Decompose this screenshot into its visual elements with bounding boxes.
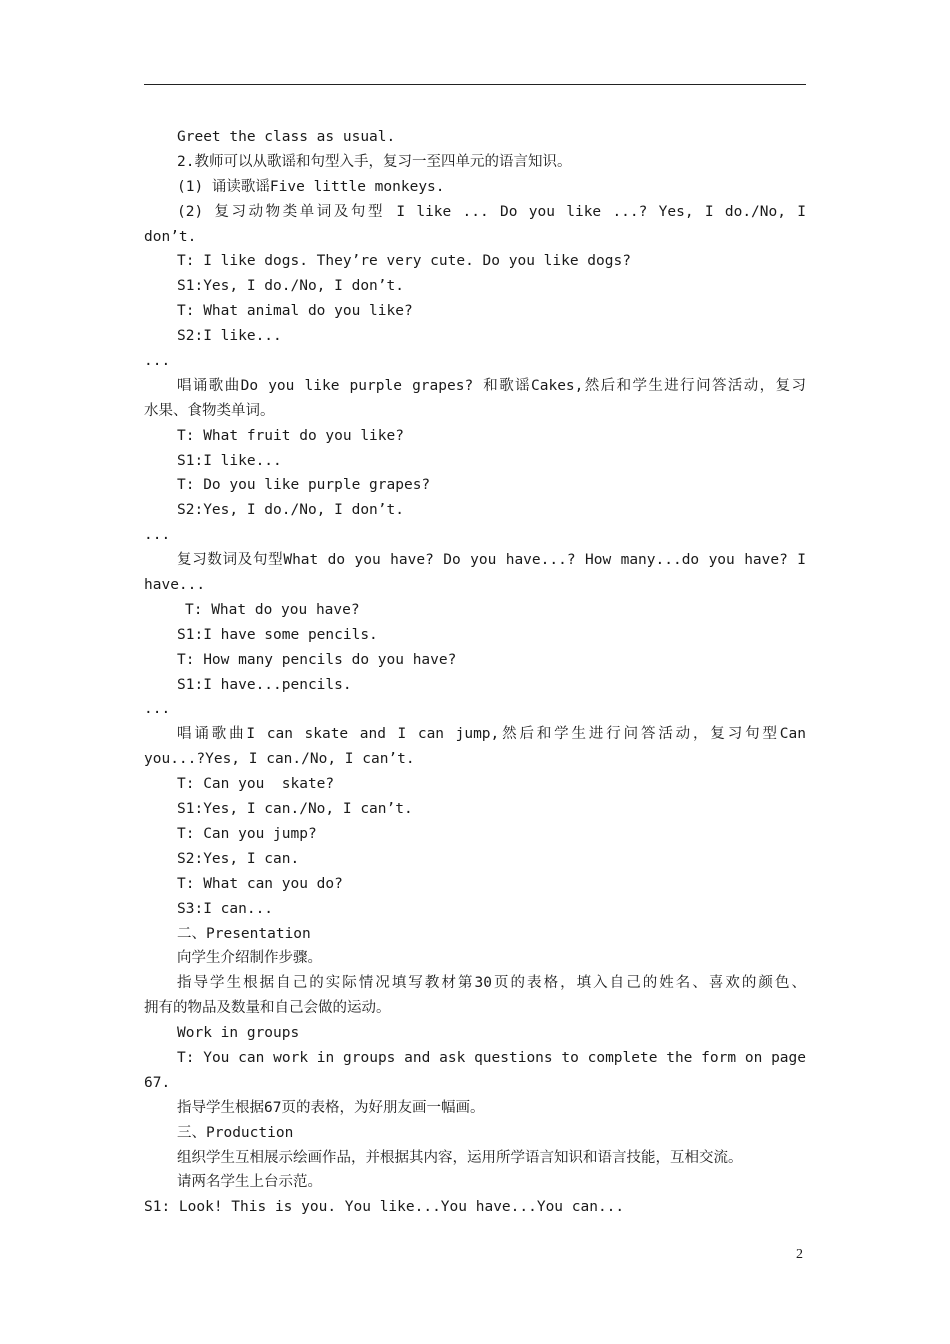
- text-line: T: I like dogs. They’re very cute. Do you like dogs?: [177, 253, 631, 270]
- text-line: 指导学生根据自己的实际情况填写教材第30页的表格，填入自己的姓名、喜欢的颜色、: [177, 975, 806, 992]
- text-line: 唱诵歌曲Do you like purple grapes? 和歌谣Cakes,然后和学生进行问答活动，复习: [177, 377, 806, 394]
- text-line: you...?Yes, I can./No, I can’t.: [144, 751, 415, 768]
- text-line: (2) 复习动物类单词及句型 I like ... Do you like ...? Yes, I do./No, I: [177, 203, 806, 220]
- text-line: 组织学生互相展示绘画作品，并根据其内容，运用所学语言知识和语言技能，互相交流。: [177, 1149, 743, 1166]
- text-line: S1: Look! This is you. You like...You have...You can...: [144, 1199, 625, 1216]
- text-line: S1:I have some pencils.: [177, 626, 378, 643]
- text-line: 67.: [144, 1074, 171, 1091]
- text-line: 水果、食物类单词。: [144, 402, 275, 419]
- text-line: T: How many pencils do you have?: [177, 651, 457, 668]
- text-line: ...: [144, 527, 171, 544]
- text-line: Work in groups: [177, 1025, 300, 1042]
- text-line: S2:I like...: [177, 328, 282, 345]
- text-line: 请两名学生上台示范。: [177, 1174, 322, 1191]
- page-number: 2: [796, 1247, 803, 1262]
- text-line: don’t.: [144, 228, 197, 245]
- text-line: 向学生介绍制作步骤。: [177, 950, 322, 967]
- text-line: 二、Presentation: [177, 925, 311, 942]
- text-line: S1:I like...: [177, 452, 282, 469]
- text-line: S3:I can...: [177, 900, 274, 917]
- text-line: S2:Yes, I can.: [177, 850, 300, 867]
- text-line: 复习数词及句型What do you have? Do you have...? How many...do you have? I: [177, 552, 806, 569]
- text-line: 拥有的物品及数量和自己会做的运动。: [144, 1000, 391, 1017]
- text-line: have...: [144, 577, 206, 594]
- text-line: T: What do you have?: [185, 601, 360, 618]
- text-line: S1:Yes, I do./No, I don’t.: [177, 278, 404, 295]
- text-line: ...: [144, 353, 171, 370]
- text-line: T: Can you skate?: [177, 776, 335, 793]
- text-line: T: What animal do you like?: [177, 303, 413, 320]
- text-line: 三、Production: [177, 1124, 294, 1141]
- document-body: [144, 125, 806, 1220]
- header-rule: [144, 84, 806, 85]
- text-line: T: What can you do?: [177, 875, 343, 892]
- text-line: T: You can work in groups and ask questions to complete the form on page: [177, 1049, 806, 1066]
- text-line: 2.教师可以从歌谣和句型入手，复习一至四单元的语言知识。: [177, 153, 572, 170]
- text-line: S1:I have...pencils.: [177, 676, 352, 693]
- text-line: (1) 诵读歌谣Five little monkeys.: [177, 178, 445, 195]
- text-line: S1:Yes, I can./No, I can’t.: [177, 801, 413, 818]
- text-line: T: What fruit do you like?: [177, 427, 404, 444]
- text-line: ...: [144, 701, 171, 718]
- text-line: Greet the class as usual.: [177, 129, 396, 145]
- text-line: 指导学生根据67页的表格，为好朋友画一幅画。: [177, 1099, 485, 1116]
- text-line: S2:Yes, I do./No, I don’t.: [177, 502, 404, 519]
- text-line: T: Do you like purple grapes?: [177, 477, 431, 494]
- text-line: T: Can you jump?: [177, 825, 317, 842]
- text-line: 唱诵歌曲I can skate and I can jump,然后和学生进行问答活动，复习句型Can: [177, 726, 806, 743]
